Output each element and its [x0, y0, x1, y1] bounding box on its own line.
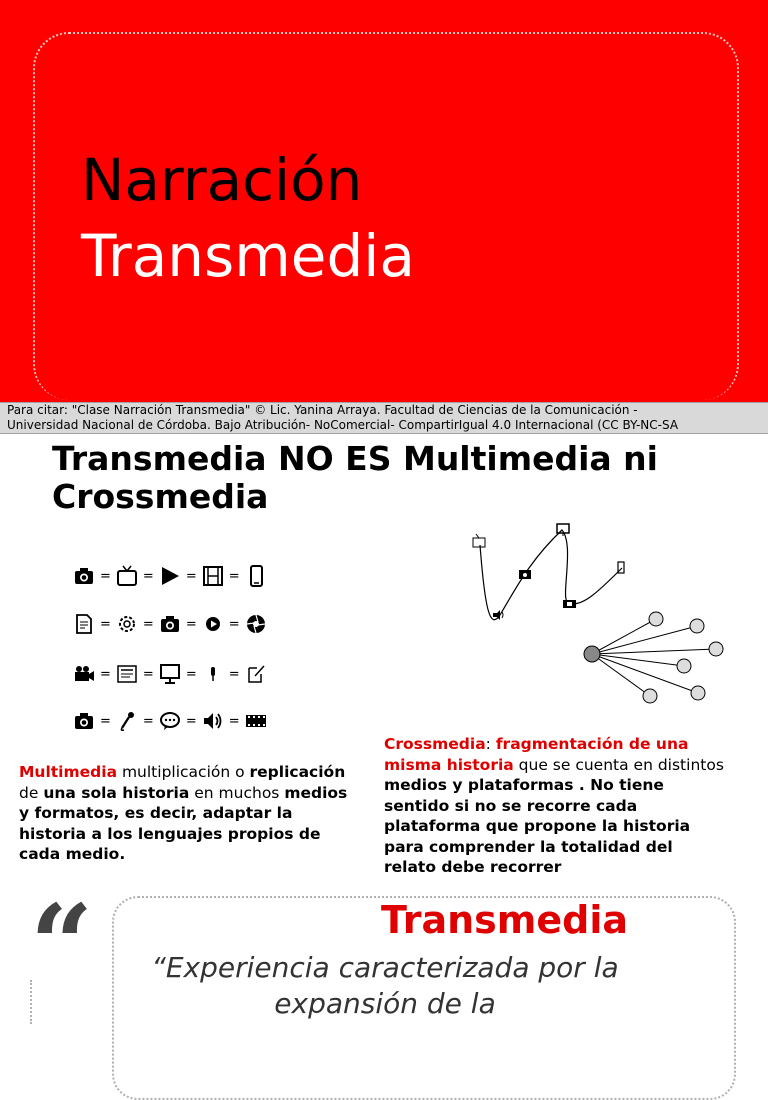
title-line-2: Transmedia: [81, 222, 415, 290]
video-camera-icon: [73, 663, 95, 685]
comparison-heading: Transmedia NO ES Multimedia ni Crossmedia: [52, 439, 658, 516]
leaf-node: [649, 612, 663, 626]
crossmedia-definition: [384, 734, 729, 876]
equals-sign: =: [142, 616, 154, 632]
equals-sign: =: [228, 713, 240, 729]
icon-row-1: [73, 565, 267, 587]
multimedia-icons-grid: [45, 545, 275, 740]
multimedia-text-1: multiplicación o: [117, 763, 250, 781]
hub-node: [584, 646, 600, 662]
equals-sign: =: [185, 568, 197, 584]
equals-sign: =: [142, 713, 154, 729]
monitor-node-icon: [557, 524, 569, 536]
camera-icon: [73, 565, 95, 587]
leaf-node: [677, 659, 691, 673]
play-circle-icon: [202, 613, 224, 635]
leaf-node: [709, 642, 723, 656]
chat-icon: [159, 710, 181, 732]
multimedia-text-3: de: [19, 783, 44, 802]
leaf-node: [643, 689, 657, 703]
phone-icon: [245, 565, 267, 587]
title-line-1: Narración: [81, 146, 363, 214]
citation-bar: [0, 402, 768, 434]
icon-row-4: [73, 710, 267, 732]
equals-sign: =: [142, 666, 154, 682]
title-slide: [0, 0, 768, 402]
crossmedia-text-2: fragmentación de una misma historia: [384, 735, 689, 774]
icon-row-3: [73, 663, 267, 685]
crossmedia-path: [480, 530, 622, 620]
gear-icon: [116, 613, 138, 635]
film-icon: [202, 565, 224, 587]
camera-icon: [73, 710, 95, 732]
equals-sign: =: [100, 713, 111, 729]
multimedia-text-4: una sola historia: [43, 783, 190, 802]
citation-line-1: Para citar: "Clase Narración Transmedia" © Lic. Yanina Arraya. Facultad de Ciencias de la Comunicación -: [7, 403, 638, 417]
document-icon: [73, 613, 95, 635]
tv-icon: [116, 565, 138, 587]
equals-sign: =: [228, 616, 240, 632]
microphone-icon: [202, 663, 224, 685]
icon-row-2: [73, 613, 267, 635]
multimedia-definition: [19, 762, 354, 865]
leaf-node: [691, 686, 705, 700]
camera-node-icon: [519, 570, 531, 579]
crossmedia-term: Crossmedia: [384, 735, 486, 753]
leaf-node: [690, 619, 704, 633]
aperture-icon: [245, 613, 267, 635]
crossmedia-text-3: que se cuenta en distintos: [513, 755, 724, 774]
equals-sign: =: [185, 666, 197, 682]
multimedia-text-2: replicación: [249, 763, 346, 781]
crossmedia-text-4: medios y plataformas . No tiene sentido si no se recorre cada plataforma que propone la historia para comprender la totalidad del relato debe recorrer: [384, 776, 691, 876]
multimedia-text-5: en muchos: [189, 783, 285, 802]
handheld-mic-icon: [116, 710, 138, 732]
citation-line-2: Universidad Nacional de Córdoba. Bajo Atribución- NoComercial- CompartirIgual 4.0 Internacional (CC BY-NC-SA: [7, 418, 679, 432]
equals-sign: =: [185, 713, 197, 729]
tv-node-icon: [473, 534, 485, 547]
crossmedia-text-1: :: [485, 735, 496, 753]
film-strip-icon: [245, 710, 267, 732]
crossmedia-diagram: [440, 500, 730, 720]
equals-sign: =: [100, 666, 111, 682]
equals-sign: =: [228, 666, 240, 682]
equals-sign: =: [228, 568, 240, 584]
dotted-frame: [33, 32, 739, 400]
quote-mark-icon: “: [30, 880, 94, 1009]
transmedia-quote: “Experiencia caracterizada por la expansión de la: [151, 951, 619, 1020]
newspaper-icon: [116, 663, 138, 685]
camera-icon: [159, 613, 181, 635]
film-node-icon: [563, 600, 576, 608]
play-icon: [159, 565, 181, 587]
equals-sign: =: [100, 616, 111, 632]
multimedia-term: Multimedia: [19, 763, 118, 781]
equals-sign: =: [142, 568, 154, 584]
multimedia-text-6: medios y formatos, es decir, adaptar la historia a los lenguajes propios de cada medio.: [19, 783, 348, 863]
equals-sign: =: [185, 616, 197, 632]
monitor-icon: [159, 663, 181, 685]
transmedia-title: Transmedia: [381, 898, 629, 942]
equals-sign: =: [100, 568, 111, 584]
speaker-icon: [202, 710, 224, 732]
edit-icon: [245, 663, 267, 685]
